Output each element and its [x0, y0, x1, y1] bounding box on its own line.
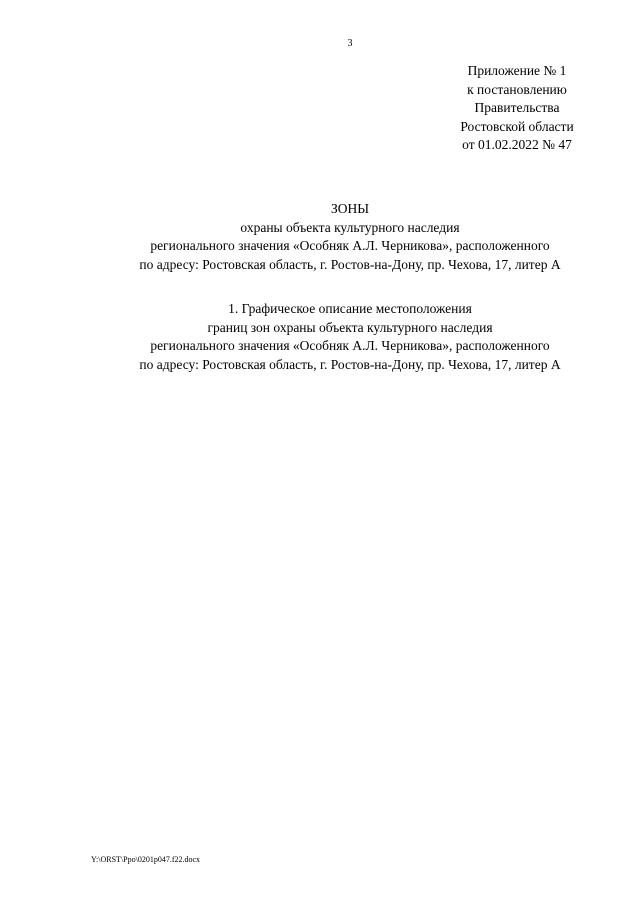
title-line: по адресу: Ростовская область, г. Ростов-на-Дону, пр. Чехова, 17, литер А	[139, 256, 561, 272]
appendix-line: к постановлению	[467, 81, 567, 97]
appendix-reference	[430, 62, 604, 155]
appendix-line: от 01.02.2022 № 47	[462, 137, 572, 152]
footer-file-path: Y:\ORST\Ppo\0201p047.f22.docx	[91, 855, 201, 864]
title-line: регионального значения «Особняк А.Л. Черникова», расположенного	[150, 238, 550, 253]
section-line: по адресу: Ростовская область, г. Ростов-на-Дону, пр. Чехова, 17, литер А	[139, 356, 561, 372]
title-heading: ЗОНЫ	[330, 201, 370, 216]
appendix-line: Приложение № 1	[467, 63, 567, 78]
appendix-line: Правительства	[474, 100, 560, 115]
document-title	[0, 200, 640, 274]
section-line: 1. Графическое описание местоположения	[228, 301, 472, 316]
title-line: охраны объекта культурного наследия	[240, 219, 460, 235]
section-line: регионального значения «Особняк А.Л. Черникова», расположенного	[150, 338, 550, 353]
section-line: границ зон охраны объекта культурного наследия	[207, 319, 493, 335]
appendix-line: Ростовской области	[460, 118, 574, 134]
page-number: 3	[347, 38, 353, 49]
section-heading	[0, 300, 640, 374]
